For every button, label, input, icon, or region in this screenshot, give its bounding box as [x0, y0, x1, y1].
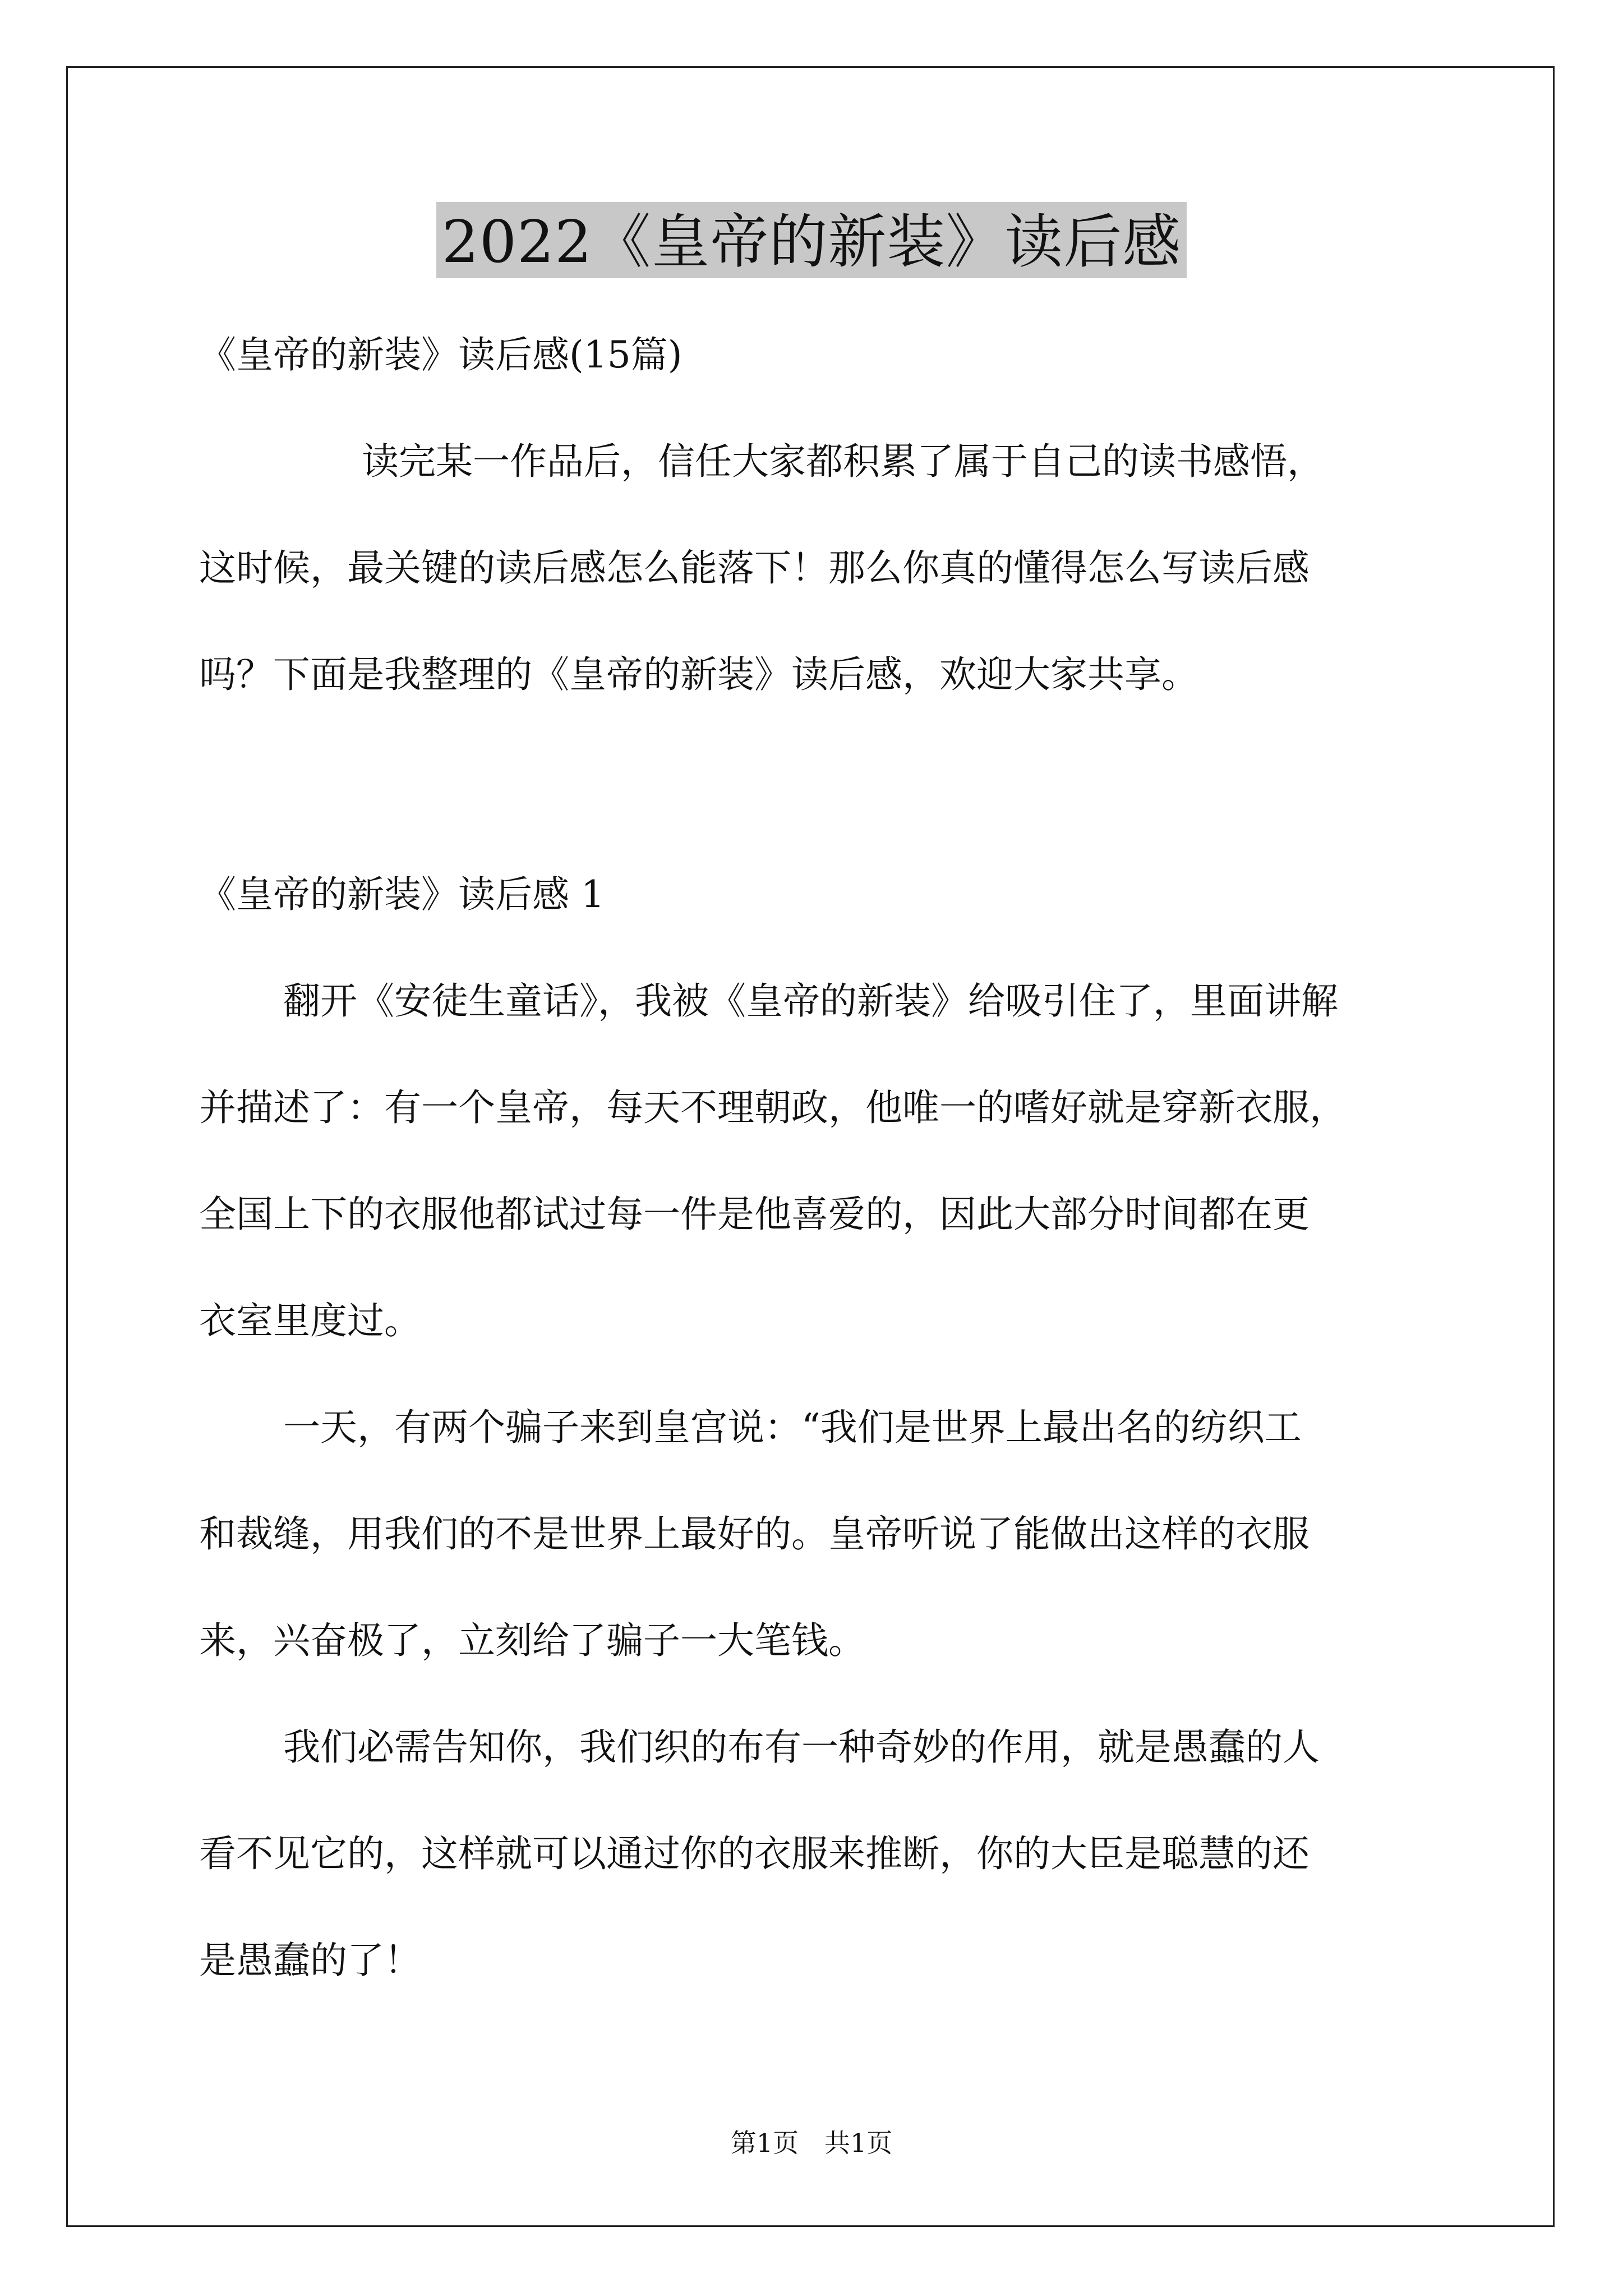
- paragraph-line: 衣室里度过。: [199, 1299, 421, 1342]
- intro-line: 读完某一作品后，信任大家都积累了属于自己的读书感悟，: [362, 440, 1324, 483]
- paragraph-line: 来，兴奋极了，立刻给了骗子一大笔钱。: [199, 1619, 865, 1662]
- paragraph-line: 和裁缝，用我们的不是世界上最好的。皇帝听说了能做出这样的衣服: [199, 1512, 1310, 1556]
- paragraph-line: 全国上下的衣服他都试过每一件是他喜爱的，因此大部分时间都在更: [199, 1193, 1310, 1236]
- paragraph-line: 一天，有两个骗子来到皇宫说：“我们是世界上最出名的纺织工: [283, 1406, 1302, 1449]
- paragraph-line: 是愚蠢的了！: [199, 1939, 421, 1982]
- section-heading: 《皇帝的新装》读后感 1: [199, 873, 605, 916]
- title-container: [0, 202, 1623, 278]
- paragraph-line: 翻开《安徒生童话》，我被《皇帝的新装》给吸引住了，里面讲解: [283, 979, 1338, 1023]
- paragraph-line: 我们必需告知你，我们织的布有一种奇妙的作用，就是愚蠢的人: [283, 1726, 1320, 1769]
- intro-line: 这时候，最关键的读后感怎么能落下！那么你真的懂得怎么写读后感: [199, 546, 1310, 590]
- paragraph-line: 并描述了：有一个皇帝，每天不理朝政，他唯一的嗜好就是穿新衣服，: [199, 1086, 1347, 1129]
- page-footer: 第1页 共1页: [730, 2128, 893, 2158]
- document-title: 2022《皇帝的新装》读后感: [436, 202, 1187, 278]
- paragraph-line: 看不见它的，这样就可以通过你的衣服来推断，你的大臣是聪慧的还: [199, 1832, 1310, 1875]
- document-subtitle: 《皇帝的新装》读后感(15篇): [199, 333, 683, 376]
- intro-line: 吗？下面是我整理的《皇帝的新装》读后感，欢迎大家共享。: [199, 653, 1198, 696]
